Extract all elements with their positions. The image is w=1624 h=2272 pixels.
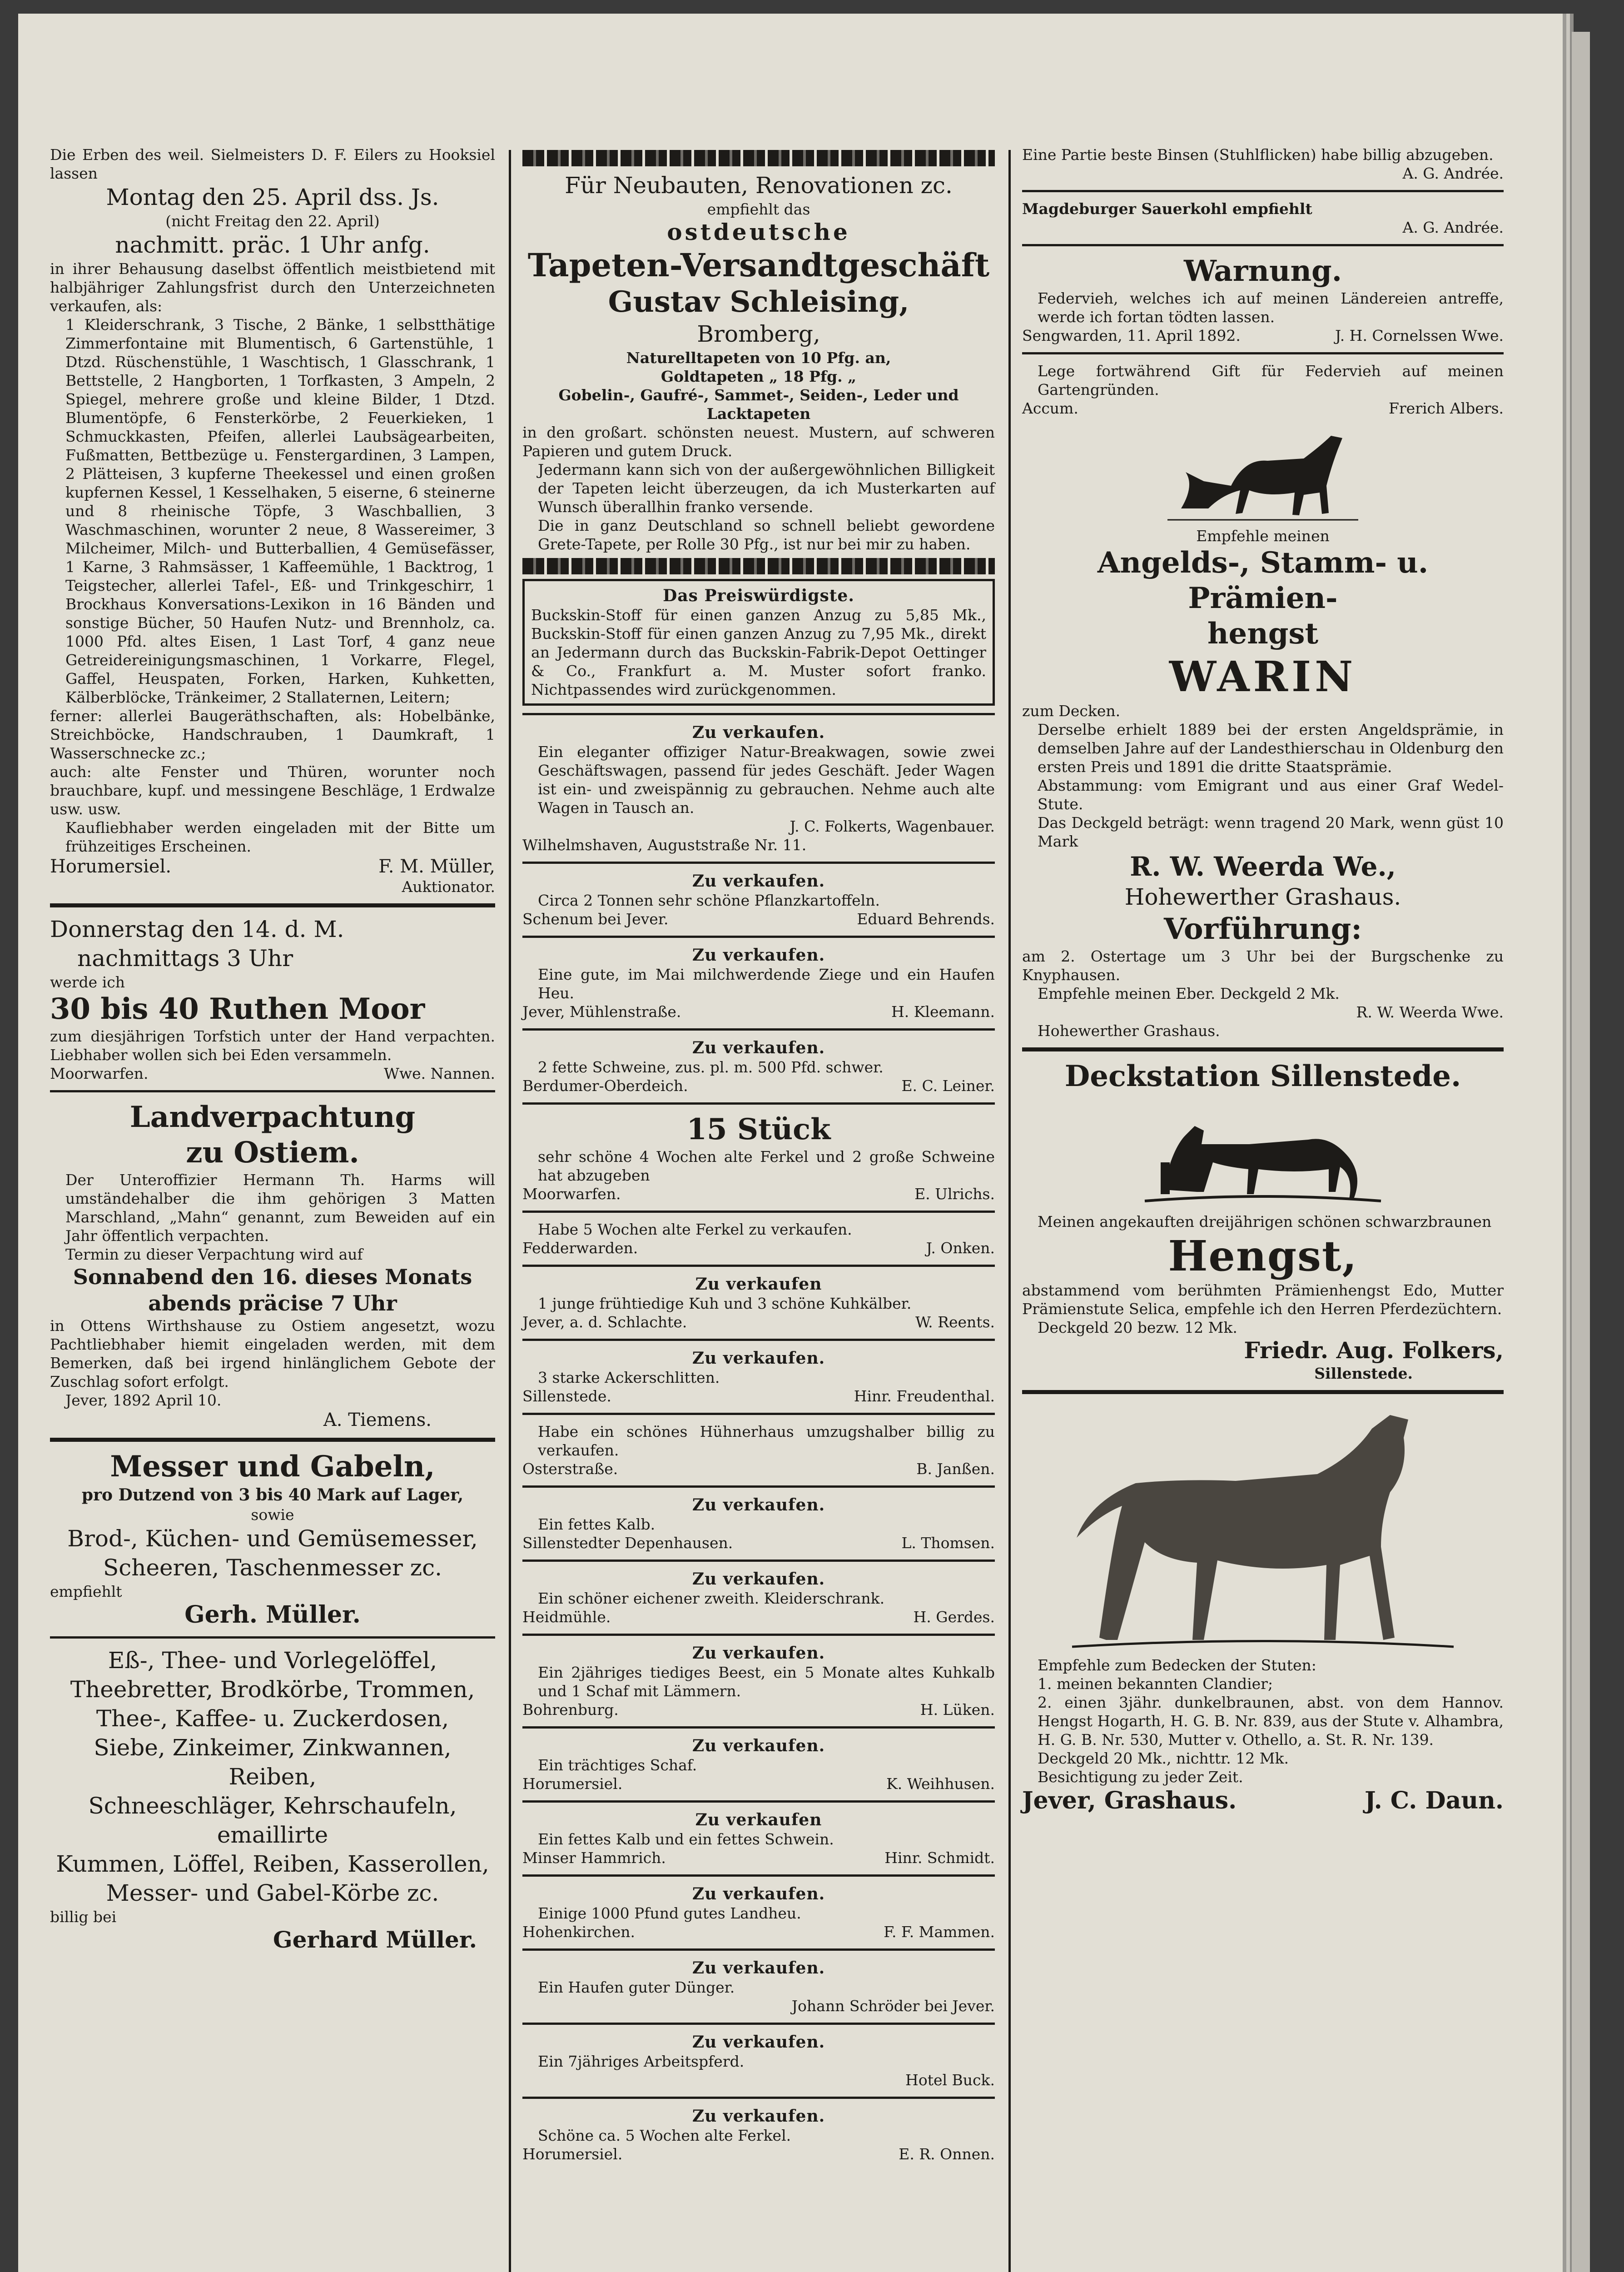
divider — [522, 936, 995, 938]
classified-ad — [522, 1413, 995, 1478]
divider — [522, 862, 995, 864]
classified-heading: Zu verkaufen. — [692, 1349, 825, 1368]
wallpaper-firm: Gustav Schleising, — [608, 285, 909, 319]
knives-ad — [50, 1449, 495, 1629]
classified-text: Ein trächtiges Schaf. — [538, 1756, 697, 1774]
wallpaper-city: Bromberg, — [697, 321, 820, 347]
warning-dateline: Sengwarden, 11. April 1892. — [1022, 327, 1241, 344]
classified-heading: Zu verkaufen. — [692, 723, 825, 742]
auction-ad — [50, 145, 495, 896]
divider — [1022, 244, 1504, 246]
divider — [522, 2097, 995, 2099]
warin-firm: R. W. Weerda We., — [1130, 851, 1396, 882]
classified-heading: Zu verkaufen. — [692, 1958, 825, 1978]
warin-title1: Angelds-, Stamm- u. Prämien- — [1097, 546, 1429, 615]
classified-text: Ein schöner eichener zweith. Kleiderschrank. — [538, 1589, 885, 1607]
classified-heading: Zu verkaufen. — [692, 1495, 825, 1515]
station-name: Hengst, — [1168, 1231, 1358, 1280]
lease-date: Sonnabend den 16. dieses Monats — [73, 1265, 472, 1289]
classified-text: Ein fettes Kalb. — [538, 1515, 656, 1533]
classified-place: Horumersiel. — [522, 1775, 623, 1793]
classified-place: Moorwarfen. — [522, 1185, 621, 1203]
classified-heading: Zu verkaufen. — [692, 946, 825, 965]
divider — [522, 1726, 995, 1729]
horse-with-groom-illustration — [1136, 1094, 1390, 1212]
classified-heading: Zu verkaufen. — [692, 2033, 825, 2052]
moor-headline: 30 bis 40 Ruthen Moor — [50, 992, 425, 1026]
divider — [522, 1948, 995, 1951]
poison-text: Lege fortwährend Gift für Federvieh auf meinen Gartengründen. — [1038, 362, 1504, 399]
rush-signer: A. G. Andrée. — [1402, 164, 1504, 182]
lease-term: Termin zu dieser Verpachtung wird auf — [65, 1246, 363, 1263]
spoons-line: Thee-, Kaffee- u. Zuckerdosen, — [96, 1705, 449, 1732]
moor-time: nachmittags 3 Uhr — [77, 945, 293, 972]
knives-line2: Scheeren, Taschenmesser zc. — [103, 1555, 442, 1581]
knives-sowie: sowie — [251, 1506, 294, 1524]
divider — [522, 713, 995, 715]
classified-text: Ein fettes Kalb und ein fettes Schwein. — [538, 1830, 834, 1848]
classified-text: Circa 2 Tonnen sehr schöne Pflanzkartoffeln. — [538, 892, 880, 909]
lease-signer: A. Tiemens. — [323, 1410, 432, 1430]
divider — [522, 1028, 995, 1031]
daun-place: Jever, Grashaus. — [1022, 1787, 1237, 1814]
divider — [522, 1211, 995, 1213]
divider — [522, 1413, 995, 1415]
divider — [522, 1874, 995, 1877]
station-title: Deckstation Sillenstede. — [1064, 1059, 1461, 1093]
boar-place: Hohewerther Grashaus. — [1038, 1022, 1220, 1040]
classified-signer: E. Ulrichs. — [914, 1185, 995, 1203]
spoons-line: Theebretter, Brodkörbe, Trommen, — [70, 1676, 475, 1703]
classified-signer: E. C. Leiner. — [901, 1077, 995, 1095]
knives-line1: Brod-, Küchen- und Gemüsemesser, — [67, 1525, 478, 1552]
wallpaper-line3: ostdeutsche — [667, 219, 850, 245]
warning-body: Federvieh, welches ich auf meinen Ländereien antreffe, werde ich fortan tödten lassen. — [1038, 289, 1504, 326]
warning-title: Warnung. — [1183, 254, 1342, 288]
classified-text: Ein 2jähriges tiediges Beest, ein 5 Monate altes Kuhkalb und 1 Schaf mit Lämmern. — [538, 1664, 995, 1700]
lease-body: Der Unteroffizier Hermann Th. Harms will umständehalber die ihm gehörigen 3 Matten Marschland, „Mahn“ genannt, zum Beweiden auf ein Jahr öffentlich verpachten. — [65, 1171, 495, 1245]
warning-signer: J. H. Cornelssen Wwe. — [1335, 327, 1504, 344]
column-left — [50, 145, 495, 1953]
classified-heading: Zu verkaufen. — [692, 872, 825, 891]
classified-signer: L. Thomsen. — [901, 1534, 995, 1552]
classified-signer: B. Janßen. — [916, 1460, 995, 1478]
classified-place: Bohrenburg. — [522, 1701, 619, 1719]
auction-intro: Die Erben des weil. Sielmeisters D. F. Eilers zu Hooksiel lassen — [50, 146, 495, 182]
divider — [1022, 1390, 1504, 1394]
horse-illustration-large — [1045, 1401, 1481, 1656]
ornament-rule — [522, 150, 995, 166]
lease-dateline: Jever, 1892 April 10. — [65, 1391, 222, 1409]
classified-heading: Zu verkaufen. — [692, 1736, 825, 1755]
rush-ad — [1022, 145, 1504, 183]
wallpaper-line4: Tapeten-Versandtgeschäft — [527, 246, 990, 284]
auction-role: Auktionator. — [402, 878, 495, 896]
classified-signer: Hinr. Freudenthal. — [854, 1387, 995, 1405]
rush-text: Eine Partie beste Binsen (Stuhlflicken) habe billig abzugeben. — [1022, 146, 1494, 164]
classified-ad — [522, 1028, 995, 1095]
classified-ad — [522, 1874, 995, 1941]
knives-signer: Gerh. Müller. — [184, 1601, 361, 1629]
classified-ad — [522, 1634, 995, 1719]
classified-ad — [522, 1265, 995, 1331]
classified-text: sehr schöne 4 Wochen alte Ferkel und 2 große Schweine hat abzugeben — [538, 1148, 995, 1184]
horse-illustration-small — [1167, 418, 1358, 527]
wallpaper-ad — [522, 171, 995, 553]
divider — [522, 1634, 995, 1636]
daun-lead: Empfehle zum Bedecken der Stuten: — [1038, 1656, 1316, 1674]
divider — [522, 1265, 995, 1267]
boar-signer: R. W. Weerda Wwe. — [1356, 1003, 1504, 1021]
buckskin-ad — [522, 579, 995, 706]
auction-note: (nicht Freitag den 22. April) — [165, 212, 380, 230]
classified-signer: H. Lüken. — [920, 1701, 995, 1719]
classified-ad — [522, 1948, 995, 2015]
classified-place: Jever, a. d. Schlachte. — [522, 1313, 687, 1331]
divider — [50, 1090, 495, 1092]
lease-time: abends präcise 7 Uhr — [148, 1291, 397, 1315]
classified-signer: J. C. Folkerts, Wagenbauer. — [790, 817, 995, 835]
station-place: Sillenstede. — [1314, 1365, 1413, 1382]
moor-signer: Wwe. Nannen. — [383, 1065, 495, 1082]
divider — [522, 1485, 995, 1488]
classified-place: Fedderwarden. — [522, 1239, 638, 1257]
classified-text: 3 starke Ackerschlitten. — [538, 1369, 720, 1386]
newspaper-page — [18, 14, 1563, 2272]
spoons-ad — [50, 1646, 495, 1953]
boar-text: Empfehle meinen Eber. Deckgeld 2 Mk. — [1038, 985, 1340, 1002]
classified-ad — [522, 862, 995, 928]
spoons-line: Messer- und Gabel-Körbe zc. — [106, 1880, 439, 1906]
divider — [522, 1102, 995, 1105]
classified-signer: Hinr. Schmidt. — [884, 1849, 995, 1867]
wallpaper-body2: Jedermann kann sich von der außergewöhnlichen Billigkeit der Tapeten leicht überzeugen, da ich Musterkarten auf Wunsch überallhin franko versende. — [538, 461, 995, 516]
classified-place: Sillenstedter Depenhausen. — [522, 1534, 733, 1552]
classified-heading: Zu verkaufen — [695, 1275, 822, 1294]
buckskin-title: Das Preiswürdigste. — [663, 586, 854, 605]
classified-text: Einige 1000 Pfund gutes Landheu. — [538, 1904, 801, 1922]
classified-heading: 15 Stück — [686, 1112, 831, 1146]
station-body: Meinen angekauften dreijährigen schönen schwarzbraunen — [1038, 1213, 1492, 1231]
classified-ad — [522, 1800, 995, 1867]
moor-place: Moorwarfen. — [50, 1065, 149, 1082]
auction-ferner: ferner: allerlei Baugeräthschaften, als: Hobelbänke, Streichböcke, Handschrauben, 1 Daumkraft, 1 Wasserschnecke zc.; — [50, 707, 495, 762]
wallpaper-price2: Goldtapeten „ 18 Pfg. „ — [661, 368, 857, 385]
sauerkohl-signer: A. G. Andrée. — [1402, 219, 1504, 236]
wallpaper-price3: Gobelin-, Gaufré-, Sammet-, Seiden-, Leder und Lacktapeten — [558, 386, 959, 423]
warin-demo-title: Vorführung: — [1164, 912, 1362, 946]
classified-signer: H. Kleemann. — [891, 1003, 995, 1021]
divider — [522, 2023, 995, 2025]
classified-place: Schenum bei Jever. — [522, 910, 669, 928]
classified-text: Ein eleganter offiziger Natur-Breakwagen, sowie zwei Geschäftswagen, passend für jedes Geschäft. Jeder Wagen ist ein- und zweispännig zu gebrauchen. Nehme auch alte Wagen in Tausch an. — [538, 743, 995, 817]
moor-lead: werde ich — [50, 973, 125, 991]
moor-body: zum diesjährigen Torfstich unter der Hand verpachten. Liebhaber wollen sich bei Eden versammeln. — [50, 1027, 495, 1064]
classified-ad — [522, 2097, 995, 2163]
lease-subtitle: zu Ostiem. — [186, 1136, 359, 1170]
classified-signer: Johann Schröder bei Jever. — [791, 1997, 995, 2015]
classified-ad — [522, 2023, 995, 2089]
classified-text: 2 fette Schweine, zus. pl. m. 500 Pfd. schwer. — [538, 1058, 884, 1076]
warin-body: Derselbe erhielt 1889 bei der ersten Angeldsprämie, in demselben Jahre auf der Landesthierschau in Oldenburg den ersten Preis und 1891 die dritte Staatsprämie. — [1038, 721, 1504, 776]
classified-place: Minser Hammrich. — [522, 1849, 666, 1867]
divider — [1022, 1047, 1504, 1051]
classified-ad — [522, 1560, 995, 1626]
auction-place: Horumersiel. — [50, 856, 172, 877]
lease-ad — [50, 1100, 495, 1430]
divider — [522, 1339, 995, 1341]
divider — [50, 1636, 495, 1639]
classified-signer: Eduard Behrends. — [857, 910, 995, 928]
knives-title: Messer und Gabeln, — [110, 1450, 435, 1484]
classified-text: Habe ein schönes Hühnerhaus umzugshalber billig zu verkaufen. — [538, 1423, 995, 1459]
classified-ad — [522, 1339, 995, 1405]
classifieds-list — [522, 713, 995, 2163]
classified-place: Horumersiel. — [522, 2145, 623, 2163]
column-right — [1022, 145, 1504, 1815]
classified-ad — [522, 713, 995, 854]
station-body2: abstammend vom berühmten Prämienhengst Edo, Mutter Prämienstute Selica, empfehle ich den Herren Pferdezüchtern. — [1022, 1281, 1504, 1318]
classified-place: Berdumer-Oberdeich. — [522, 1077, 688, 1095]
classified-signer: H. Gerdes. — [913, 1608, 995, 1626]
classified-place: Hohenkirchen. — [522, 1923, 636, 1941]
divider — [50, 903, 495, 907]
poison-ad — [1022, 362, 1504, 418]
warin-empf: Empfehle meinen — [1196, 527, 1330, 545]
column-divider — [509, 150, 511, 2272]
knives-empf: empfiehlt — [50, 1583, 122, 1600]
wallpaper-body: in den großart. schönsten neuest. Mustern, auf schweren Papieren und gutem Druck. — [522, 424, 995, 460]
warin-title2: hengst — [1207, 617, 1319, 651]
classified-text: 1 junge frühtiedige Kuh und 3 schöne Kuhkälber. — [538, 1295, 912, 1312]
classified-heading: Zu verkaufen — [695, 1810, 822, 1829]
daun-view: Besichtigung zu jeder Zeit. — [1038, 1768, 1243, 1786]
daun-signer: J. C. Daun. — [1365, 1787, 1504, 1814]
classified-footer: Wilhelmshaven, Auguststraße Nr. 11. — [522, 836, 807, 854]
classified-heading: Zu verkaufen. — [692, 1038, 825, 1057]
classified-place: Sillenstede. — [522, 1387, 611, 1405]
classified-ad — [522, 1726, 995, 1793]
column-divider — [1008, 150, 1011, 2272]
classified-text: Schöne ca. 5 Wochen alte Ferkel. — [538, 2127, 791, 2144]
station-signer: Friedr. Aug. Folkers, — [1244, 1337, 1504, 1364]
page-stack-edge — [1572, 32, 1590, 2272]
divider — [1022, 352, 1504, 354]
classified-signer: W. Reents. — [915, 1313, 995, 1331]
daun-item2: 2. einen 3jähr. dunkelbraunen, abst. von dem Hannov. Hengst Hogarth, H. G. B. Nr. 839, aus der Stute v. Alhambra, H. G. B. Nr. 530, Mutter v. Othello, a. St. R. Nr. 139. — [1038, 1694, 1504, 1749]
divider — [1022, 190, 1504, 192]
spoons-line: Siebe, Zinkeimer, Zinkwannen, Reiben, — [94, 1734, 452, 1790]
spoons-billig: billig bei — [50, 1908, 117, 1926]
classified-heading: Zu verkaufen. — [692, 1569, 825, 1589]
moor-ad — [50, 915, 495, 1083]
classified-ad — [522, 936, 995, 1021]
classified-heading: Zu verkaufen. — [692, 1644, 825, 1663]
lease-title: Landverpachtung — [129, 1100, 416, 1134]
buckskin-body: Buckskin-Stoff für einen ganzen Anzug zu 5,85 Mk., Buckskin-Stoff für einen ganzen Anzug zu 7,95 Mk., direkt an Jedermann durch das Buckskin-Fabrik-Depot Oettinger & Co., Frankfurt a. M. Muster sofort franko. Nichtpassendes wird zurückgenommen. — [531, 606, 986, 698]
divider — [522, 1560, 995, 1562]
warin-ad — [1022, 527, 1504, 1040]
wallpaper-line2: empfiehlt das — [707, 200, 810, 218]
spoons-line: Schneeschläger, Kehrschaufeln, emaillirte — [88, 1793, 457, 1848]
auction-body: in ihrer Behausung daselbst öffentlich meistbietend mit halbjähriger Zahlungsfrist durch den Unterzeichneten verkaufen, als: — [50, 260, 495, 315]
wallpaper-body3: Die in ganz Deutschland so schnell beliebt gewordene Grete-Tapete, per Rolle 30 Pfg., ist nur bei mir zu haben. — [538, 517, 995, 553]
lease-body2: in Ottens Wirthshause zu Ostiem angesetzt, wozu Pachtliebhaber hiemit eingeladen werden, mit dem Bemerken, daß bei irgend hinlänglichem Gebote der Zuschlag sofort erfolgt. — [50, 1317, 495, 1390]
warin-demo-text: am 2. Ostertage um 3 Uhr bei der Burgschenke zu Knyphausen. — [1022, 947, 1504, 984]
classified-signer: E. R. Onnen. — [899, 2145, 995, 2163]
ornament-rule — [522, 558, 995, 574]
sauerkohl-text: Magdeburger Sauerkohl empfiehlt — [1022, 200, 1312, 218]
auction-auch: auch: alte Fenster und Thüren, worunter noch brauchbare, kupf. und messingene Beschläge, 1 Erdwalze usw. usw. — [50, 763, 495, 818]
divider — [522, 1800, 995, 1803]
classified-text: Ein 7jähriges Arbeitspferd. — [538, 2053, 745, 2070]
spoons-signer: Gerhard Müller. — [273, 1926, 477, 1953]
wallpaper-price1: Naturelltapeten von 10 Pfg. an, — [626, 349, 891, 367]
moor-date: Donnerstag den 14. d. M. — [50, 916, 344, 942]
classified-place: Heidmühle. — [522, 1608, 611, 1626]
warin-abstammung: Abstammung: vom Emigrant und aus einer Graf Wedel-Stute. — [1038, 777, 1504, 813]
wallpaper-line1: Für Neubauten, Renovationen zc. — [565, 172, 953, 199]
warin-name: WARIN — [1169, 652, 1357, 701]
auction-closing: Kaufliebhaber werden eingeladen mit der Bitte um frühzeitiges Erscheinen. — [65, 819, 495, 855]
spoons-line: Kummen, Löffel, Reiben, Kasserollen, — [56, 1851, 489, 1877]
auction-signer: F. M. Müller, — [378, 856, 495, 877]
classified-text: Eine gute, im Mai milchwerdende Ziege und ein Haufen Heu. — [538, 966, 995, 1002]
sauerkohl-ad — [1022, 199, 1504, 237]
column-middle — [522, 145, 995, 2163]
warning-ad — [1022, 254, 1504, 345]
daun-item1: 1. meinen bekannten Clandier; — [1038, 1675, 1273, 1693]
auction-items: 1 Kleiderschrank, 3 Tische, 2 Bänke, 1 selbstthätige Zimmerfontaine mit Blumentisch, 6 Gartenstühle, 1 Dtzd. Rüschenstühle, 1 Waschtisch, 1 Glasschrank, 1 Bettstelle, 2 Hangborten, 1 Torfkasten, 3 Ampeln, 2 Spiegel, mehrere große und kleine Bilder, 1 Dtzd. Blumentöpfe, 6 Fensterkörbe, 2 Feuerkieken, 1 Schmuckkasten, Pfeifen, allerlei Laubsägearbeiten, Fußmatten, Bettbezüge u. Fenstergardinen, 3 Lampen, 2 Plätteisen, 3 kupferne Theekessel und einen großen kupfernen Kessel, 1 Kesselhaken, 5 eiserne, 6 steinerne und 8 rheinische Töpfe, 3 Waschballien, 3 Waschmaschinen, worunter 2 neue, 8 Wassereimer, 3 Milcheimer, Milch- und Butterballien, 4 Gemüsefässer, 1 Karne, 3 Rahmsässer, 1 Kaffeemühle, 1 Backtrog, 1 Teigstecher, allerlei Tafel-, Eß- und Trinkgeschirr, 1 Brockhaus Konversations-Lexikon in 16 Bänden und sonstige Bücher, 50 Haufen Nutz- und Brennholz, ca. 1000 Pfd. altes Eisen, 1 Last Torf, 4 ganz neue Getreidereinigungsmaschinen, 1 Vorkarre, Flegel, Gaffel, Heuspaten, Forken, Harken, Kuhketten, Kälberblöcke, Tränkeimer, 2 Stallaternen, Leitern; — [65, 316, 495, 706]
station-ad — [1022, 1059, 1504, 1383]
station-fee: Deckgeld 20 bezw. 12 Mk. — [1038, 1319, 1237, 1336]
warin-fee: Das Deckgeld beträgt: wenn tragend 20 Mark, wenn güst 10 Mark — [1038, 814, 1504, 850]
knives-sub: pro Dutzend von 3 bis 40 Mark auf Lager, — [81, 1485, 464, 1505]
classified-signer: K. Weihhusen. — [886, 1775, 995, 1793]
divider — [50, 1438, 495, 1442]
classified-ad — [522, 1485, 995, 1552]
classified-ad — [522, 1102, 995, 1203]
warin-place: Hohewerther Grashaus. — [1124, 884, 1401, 910]
classified-heading: Zu verkaufen. — [692, 1884, 825, 1903]
classified-text: Habe 5 Wochen alte Ferkel zu verkaufen. — [538, 1221, 852, 1238]
classified-signer: J. Onken. — [926, 1239, 995, 1257]
auction-time: nachmitt. präc. 1 Uhr anfg. — [115, 232, 430, 258]
classified-signer: Hotel Buck. — [905, 2071, 995, 2089]
auction-date: Montag den 25. April dss. Js. — [106, 184, 439, 210]
classified-signer: F. F. Mammen. — [884, 1923, 995, 1941]
poison-place: Accum. — [1022, 399, 1078, 417]
classified-text: Ein Haufen guter Dünger. — [538, 1978, 735, 1996]
classified-ad — [522, 1211, 995, 1257]
daun-ad — [1022, 1656, 1504, 1815]
classified-place: Jever, Mühlenstraße. — [522, 1003, 681, 1021]
daun-fee: Deckgeld 20 Mk., nichttr. 12 Mk. — [1038, 1749, 1289, 1767]
poison-signer: Frerich Albers. — [1389, 399, 1504, 417]
classified-heading: Zu verkaufen. — [692, 2107, 825, 2126]
spoons-line: Eß-, Thee- und Vorlegelöffel, — [108, 1647, 437, 1674]
warin-zum: zum Decken. — [1022, 702, 1121, 720]
classified-place: Osterstraße. — [522, 1460, 618, 1478]
